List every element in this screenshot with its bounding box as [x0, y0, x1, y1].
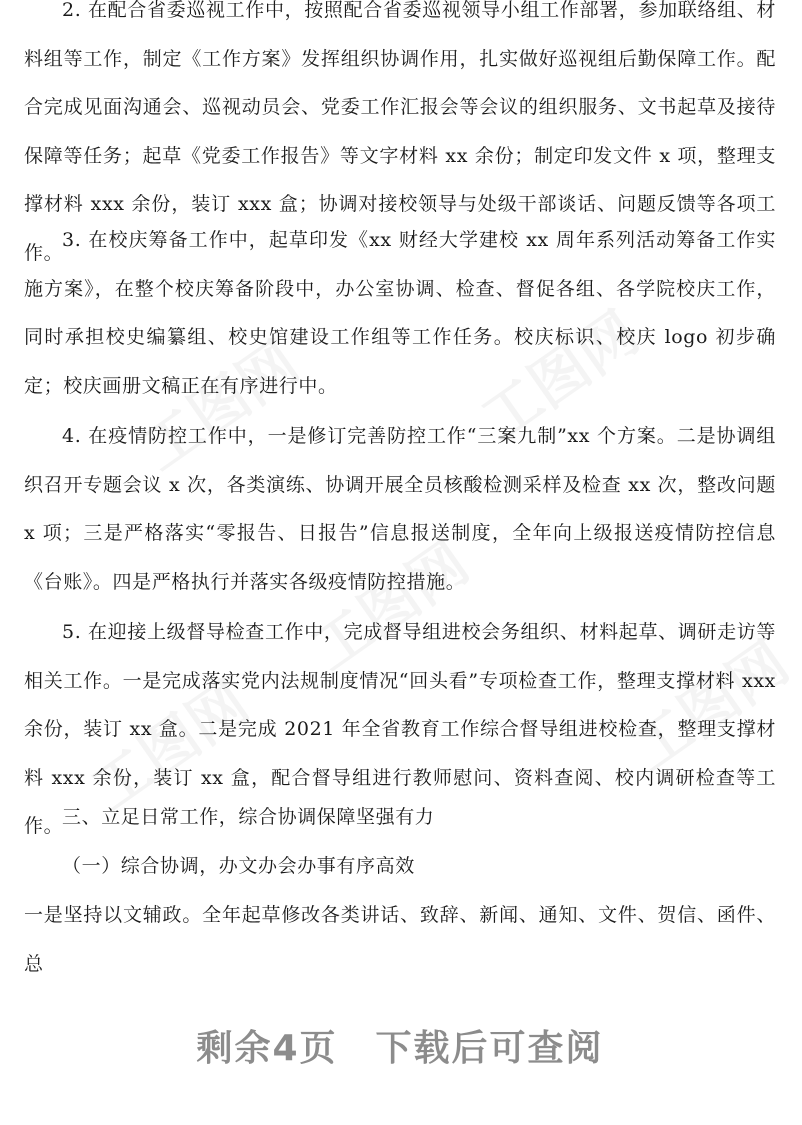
paragraph-item-3: 3. 在校庆筹备工作中，起草印发《xx 财经大学建校 xx 周年系列活动筹备工作实施方案》，在整个校庆筹备阶段中，办公室协调、检查、督促各组、各学院校庆工作，同时承担校史编纂组、校史馆建设工作组等工作任务。校庆标识、校庆 logo 初步确定；校庆画册文稿正在有序进行中。: [24, 229, 776, 397]
section-heading: 三、立足日常工作，综合协调保障坚强有力: [62, 806, 435, 828]
paragraph-item-4: 4. 在疫情防控工作中，一是修订完善防控工作“三案九制”xx 个方案。二是协调组织召开专题会议 x 次，各类演练、协调开展全员核酸检测采样及检查 xx 次，整改问题 x 项；三是严格落实“零报告、日报告”信息报送制度，全年向上级报送疫情防控信息《台账》。四是严格执行并落实各级疫情防控措施。: [24, 425, 776, 593]
paragraph-item-2: 2. 在配合省委巡视工作中，按照配合省委巡视领导小组工作部署，参加联络组、材料组等工作，制定《工作方案》发挥组织协调作用，扎实做好巡视组后勤保障工作。配合完成见面沟通会、巡视动员会、党委工作汇报会等会议的组织服务、文书起草及接待保障等任务；起草《党委工作报告》等文字材料 xx 余份；制定印发文件 x 项，整理支撑材料 xxx 余份，装订 xxx 盒；协调对接校领导与处级干部谈话、问题反馈等各项工作。: [24, 0, 776, 264]
paragraph-item-5: 5. 在迎接上级督导检查工作中，完成督导组进校会务组织、材料起草、调研走访等相关工作。一是完成落实党内法规制度情况“回头看”专项检查工作，整理支撑材料 xxx 余份，装订 xx 盒。二是完成 2021 年全省教育工作综合督导组进校检查，整理支撑材料 xxx 余份，装订 xx 盒，配合督导组进行教师慰问、资料查阅、校内调研检查等工作。: [24, 621, 776, 837]
paragraph-truncated: 一是坚持以文辅政。全年起草修改各类讲话、致辞、新闻、通知、文件、贺信、函件、总: [24, 904, 776, 975]
remaining-pages-notice: 剩余4页 下载后可查阅: [196, 1028, 604, 1069]
subsection-heading: （一）综合协调，办文办会办事有序高效: [62, 855, 415, 877]
